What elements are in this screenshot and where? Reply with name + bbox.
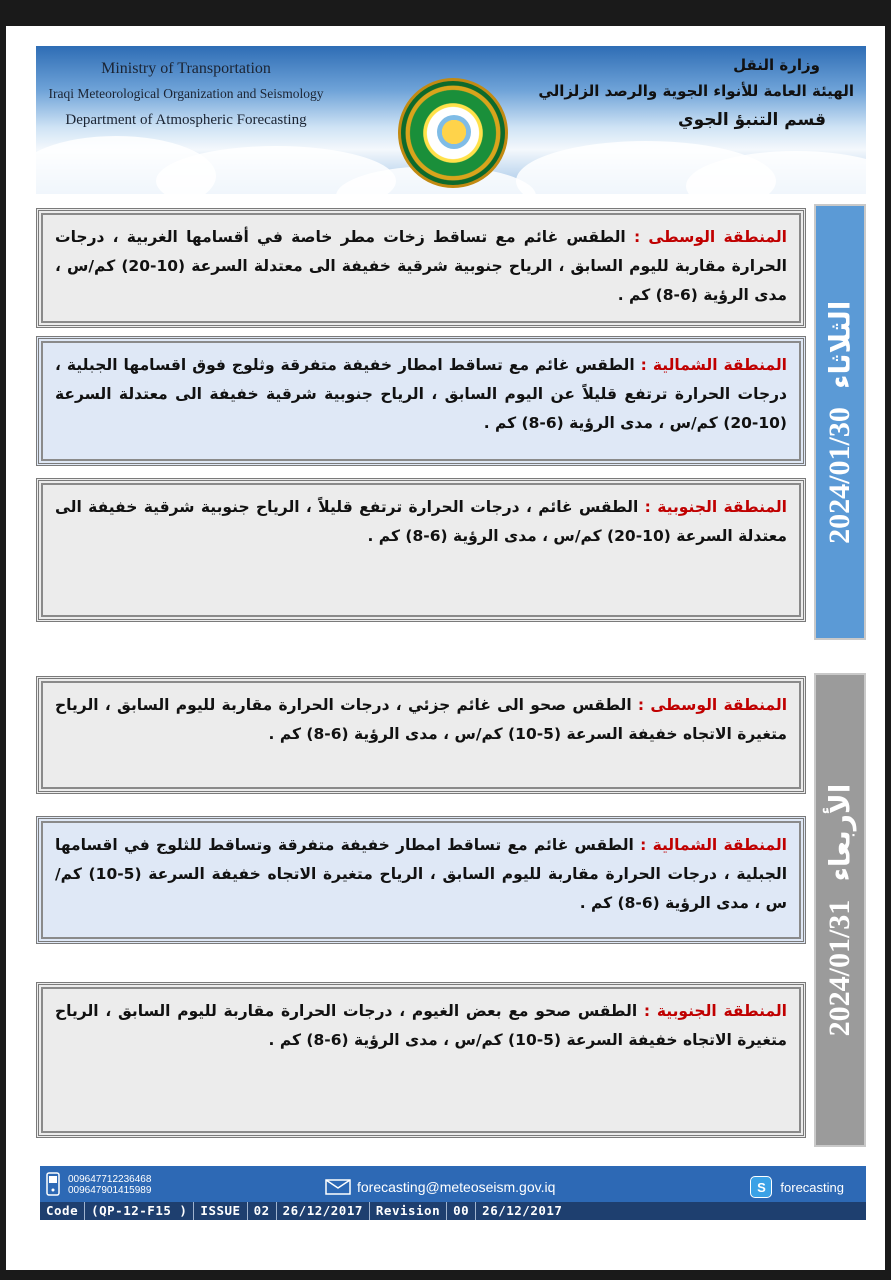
email-address[interactable]: forecasting@meteoseism.gov.iq <box>357 1179 556 1195</box>
header-ministry-en: Ministry of Transportation <box>101 60 271 77</box>
code-cell: 26/12/2017 <box>482 1203 563 1218</box>
header-banner <box>36 46 866 194</box>
phone-number-1: 009647712236468 <box>68 1174 152 1185</box>
region-central-day1 <box>36 208 806 328</box>
code-cell: 02 <box>248 1202 277 1220</box>
code-cell: 00 <box>447 1202 476 1220</box>
region-label: المنطقة الجنوبية : <box>644 498 787 516</box>
region-forecast-text: الطقس صحو مع بعض الغيوم ، درجات الحرارة مقاربة لليوم السابق ، الرياح متغيرة الاتجاه خفيفة السرعة (5-10) كم/س ، مدى الرؤية (6-8) كم . <box>55 1002 787 1049</box>
document-code-bar <box>40 1202 866 1220</box>
region-label: المنطقة الوسطى : <box>637 696 788 714</box>
code-cell: ISSUE <box>194 1202 247 1220</box>
envelope-icon <box>325 1179 351 1195</box>
region-forecast-text: الطقس غائم مع تساقط امطار خفيفة متفرقة وثلوج فوق اقسامها الجبلية ، درجات الحرارة ترتفع قليلاً عن اليوم السابق ، الرياح جنوبية شرقية خفيفة الى معتدلة السرعة (10-20) كم/س ، مدى الرؤية (6-8) كم . <box>55 356 787 432</box>
header-dept-ar: قسم التنبؤ الجوي <box>678 110 826 130</box>
day-date: 2024/01/30 <box>823 406 856 544</box>
region-label: المنطقة الوسطى : <box>633 228 787 246</box>
contact-footer <box>40 1166 866 1220</box>
email-contact[interactable] <box>325 1179 555 1195</box>
phone-icon <box>46 1172 60 1196</box>
header-org-ar: الهيئة العامة للأنواء الجوية والرصد الزلزالي <box>538 82 854 100</box>
organization-logo <box>398 78 508 188</box>
code-cell: Revision <box>370 1202 447 1220</box>
region-label: المنطقة الشمالية : <box>640 356 787 374</box>
region-forecast-text: الطقس صحو الى غائم جزئي ، درجات الحرارة مقاربة لليوم السابق ، الرياح متغيرة الاتجاه خفيفة السرعة (5-10) كم/س ، مدى الرؤية (6-8) كم . <box>55 696 787 743</box>
region-forecast-text: الطقس غائم مع تساقط امطار خفيفة متفرقة وتساقط للثلوج في اقسامها الجبلية ، درجات الحرارة مقاربة لليوم السابق ، الرياح متغيرة الاتجاه خفيفة السرعة (5-10) كم/س ، مدى الرؤية (6-8) كم . <box>55 836 788 912</box>
header-dept-en: Department of Atmospheric Forecasting <box>65 112 307 128</box>
code-cell: Code <box>40 1202 85 1220</box>
region-north-day2 <box>36 816 806 944</box>
day-date: 2024/01/31 <box>823 899 856 1037</box>
skype-handle[interactable]: forecasting <box>780 1179 844 1195</box>
day-bar-tuesday <box>814 204 866 640</box>
header-ministry-ar: وزارة النقل <box>733 56 820 74</box>
phone-number-2: 009647901415989 <box>68 1185 152 1196</box>
phone-numbers <box>68 1174 151 1196</box>
code-cell: (QP-12-F15 ) <box>85 1202 194 1220</box>
day-name: الأربعاء <box>823 783 857 882</box>
region-south-day1 <box>36 478 806 622</box>
region-forecast-text: الطقس غائم مع تساقط زخات مطر خاصة في أقسامها الغربية ، درجات الحرارة مقاربة لليوم السابق ، الرياح جنوبية شرقية خفيفة الى معتدلة السرعة (10-20) كم/س ، مدى الرؤية (6-8) كم . <box>55 228 787 304</box>
region-label: المنطقة الشمالية : <box>640 836 787 854</box>
skype-contact[interactable] <box>750 1176 844 1198</box>
region-forecast-text: الطقس غائم ، درجات الحرارة ترتفع قليلاً ، الرياح جنوبية شرقية خفيفة الى معتدلة السرعة (10-20) كم/س ، مدى الرؤية (6-8) كم . <box>55 498 787 545</box>
region-north-day1 <box>36 336 806 466</box>
header-org-en: Iraqi Meteorological Organization and Seismology <box>48 86 324 101</box>
region-south-day2 <box>36 982 806 1138</box>
skype-icon: S <box>750 1176 772 1198</box>
day-name: الثلاثاء <box>823 300 857 389</box>
forecast-page <box>6 26 885 1270</box>
region-label: المنطقة الجنوبية : <box>643 1002 787 1020</box>
sun-cloud-icon <box>437 115 471 149</box>
region-central-day2 <box>36 676 806 794</box>
day-bar-wednesday <box>814 673 866 1147</box>
code-cell: 26/12/2017 <box>277 1202 370 1220</box>
